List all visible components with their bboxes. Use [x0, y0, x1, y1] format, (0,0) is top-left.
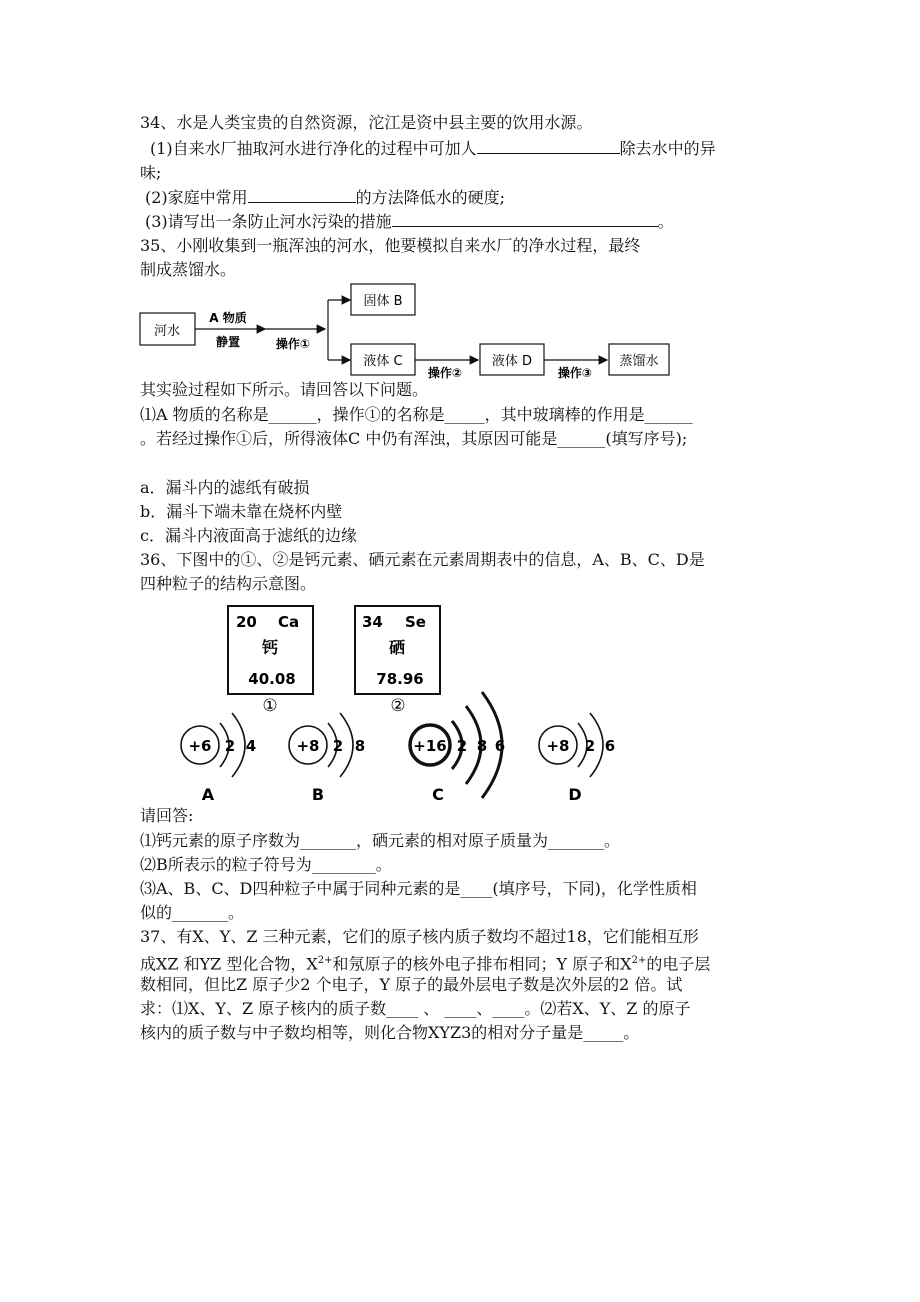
atom-d-charge: +8 — [546, 737, 570, 755]
q34-part1 — [150, 137, 716, 160]
op1-label: 操作① — [275, 337, 311, 351]
atom-b-shell-2-count: 8 — [354, 737, 366, 755]
selenium-number: 34 — [362, 613, 383, 631]
atom-c-label: C — [432, 785, 444, 804]
atom-b-shell-1-count: 2 — [332, 737, 344, 755]
liquid-d-label: 液体 D — [491, 354, 533, 369]
a-substance-label: A 物质 — [209, 311, 247, 325]
q36-answer-prompt: 请回答: — [140, 806, 194, 825]
selenium-name: 硒 — [388, 638, 406, 657]
q37-line-4: 求：⑴X、Y、Z 原子核内的质子数____ 、 ____、____。⑵若X、Y、Z 的原子 — [140, 999, 691, 1018]
q35-option-a: a．漏斗内的滤纸有破损 — [140, 478, 310, 497]
q35-option-c: c．漏斗内液面高于滤纸的边缘 — [140, 526, 357, 545]
q34-p2-text-b: 的方法降低水的硬度; — [355, 188, 506, 207]
q34-part2 — [145, 186, 505, 209]
q37-line-1: 37、有X、Y、Z 三种元素，它们的原子核内质子数均不超过18，它们能相互形 — [140, 927, 699, 946]
q37-l2-text-b: 和氖原子的核外电子排布相同；Y 原子和X — [332, 954, 632, 974]
atom-b — [289, 713, 365, 804]
q37-l2-sup-2: 2+ — [631, 955, 647, 966]
op3-label: 操作③ — [557, 366, 593, 380]
atom-c-shell-1-count: 2 — [456, 737, 468, 755]
calcium-number: 20 — [236, 613, 257, 631]
atom-a-charge: +6 — [188, 737, 212, 755]
atom-d-label: D — [568, 785, 582, 804]
q36-answer-2: ⑵B所表示的粒子符号为________。 — [140, 855, 392, 874]
q34-part3 — [145, 210, 674, 233]
element-atom-diagram — [160, 598, 680, 808]
atom-b-label: B — [311, 785, 325, 804]
q35-question-1b: 。若经过操作①后，所得液体C 中仍有浑浊，其原因可能是______(填写序号); — [140, 429, 688, 448]
q34-p3-text-a: (3)请写出一条防止河水污染的措施 — [145, 212, 392, 231]
q36-title-2: 四种粒子的结构示意图。 — [140, 574, 317, 593]
q36-answer-1: ⑴钙元素的原子序数为_______，硒元素的相对原子质量为_______。 — [140, 831, 621, 850]
atom-c-charge: +16 — [413, 737, 447, 755]
q34-p3-text-b: 。 — [657, 212, 674, 231]
atom-a-shell-2-count: 4 — [245, 737, 257, 755]
q36-answer-3b: 似的_______。 — [140, 903, 245, 922]
atom-d — [539, 713, 615, 804]
q35-title-1: 35、小刚收集到一瓶浑浊的河水，他要模拟自来水厂的净水过程，最终 — [140, 236, 641, 255]
q35-option-b: b．漏斗下端未靠在烧杯内壁 — [140, 502, 343, 521]
q37-l2-text-a: 成XZ 和YZ 型化合物，X — [140, 954, 318, 974]
atom-a — [181, 713, 256, 804]
q34-p2-blank[interactable] — [248, 186, 356, 203]
q37-l2-sup-1: 2+ — [317, 955, 333, 966]
q36-title-1: 36、下图中的①、②是钙元素、硒元素在元素周期表中的信息，A、B、C、D是 — [140, 550, 705, 569]
settle-label: 静置 — [215, 335, 241, 349]
q34-p2-text-a: (2)家庭中常用 — [145, 188, 248, 207]
atom-c-shell-2-count: 8 — [476, 737, 488, 755]
selenium-mark: ② — [390, 696, 406, 716]
q34-p3-blank[interactable] — [392, 210, 658, 227]
op2-label: 操作② — [427, 366, 463, 380]
selenium-symbol: Se — [405, 613, 426, 631]
q37-line-5: 核内的质子数与中子数均相等，则化合物XYZ3的相对分子量是_____。 — [140, 1023, 640, 1042]
q34-p1-text-a: (1)自来水厂抽取河水进行净化的过程中可加人 — [150, 139, 477, 158]
q35-title-2: 制成蒸馏水。 — [140, 260, 237, 279]
calcium-symbol: Ca — [278, 613, 300, 631]
calcium-mass: 40.08 — [248, 670, 296, 688]
liquid-c-label: 液体 C — [363, 354, 403, 369]
q36-answer-3a: ⑶A、B、C、D四种粒子中属于同种元素的是____(填序号，下同)，化学性质相 — [140, 879, 697, 898]
q37-line-3: 数相同，但比Z 原子少2 个电子，Y 原子的最外层电子数是次外层的2 倍。试 — [140, 975, 683, 994]
distilled-water-label: 蒸馏水 — [619, 354, 659, 369]
atom-d-shell-1-count: 2 — [584, 737, 596, 755]
river-water-label: 河水 — [153, 324, 181, 339]
q34-p1-cont: 味; — [140, 163, 162, 182]
solid-b-label: 固体 B — [363, 294, 403, 309]
atom-c — [410, 692, 505, 804]
q37-l2-text-c: 的电子层 — [646, 954, 711, 974]
atom-a-label: A — [201, 785, 215, 804]
calcium-name: 钙 — [261, 638, 279, 657]
q34-p1-text-b: 除去水中的异 — [619, 139, 716, 158]
atom-c-shell-3-count: 6 — [494, 737, 506, 755]
atom-b-charge: +8 — [296, 737, 320, 755]
q35-intro: 其实验过程如下所示。请回答以下问题。 — [140, 380, 429, 399]
q34-p1-blank[interactable] — [477, 137, 620, 154]
q37-line-2 — [140, 950, 710, 975]
selenium-mass: 78.96 — [376, 670, 424, 688]
q35-question-1: ⑴A 物质的名称是______，操作①的名称是_____，其中玻璃棒的作用是______ — [140, 405, 693, 424]
purification-flowchart — [135, 280, 675, 380]
atom-a-shell-1-count: 2 — [224, 737, 236, 755]
q34-title: 34、水是人类宝贵的自然资源，沱江是资中县主要的饮用水源。 — [140, 113, 593, 132]
atom-d-shell-2-count: 6 — [604, 737, 616, 755]
calcium-mark: ① — [262, 696, 278, 716]
